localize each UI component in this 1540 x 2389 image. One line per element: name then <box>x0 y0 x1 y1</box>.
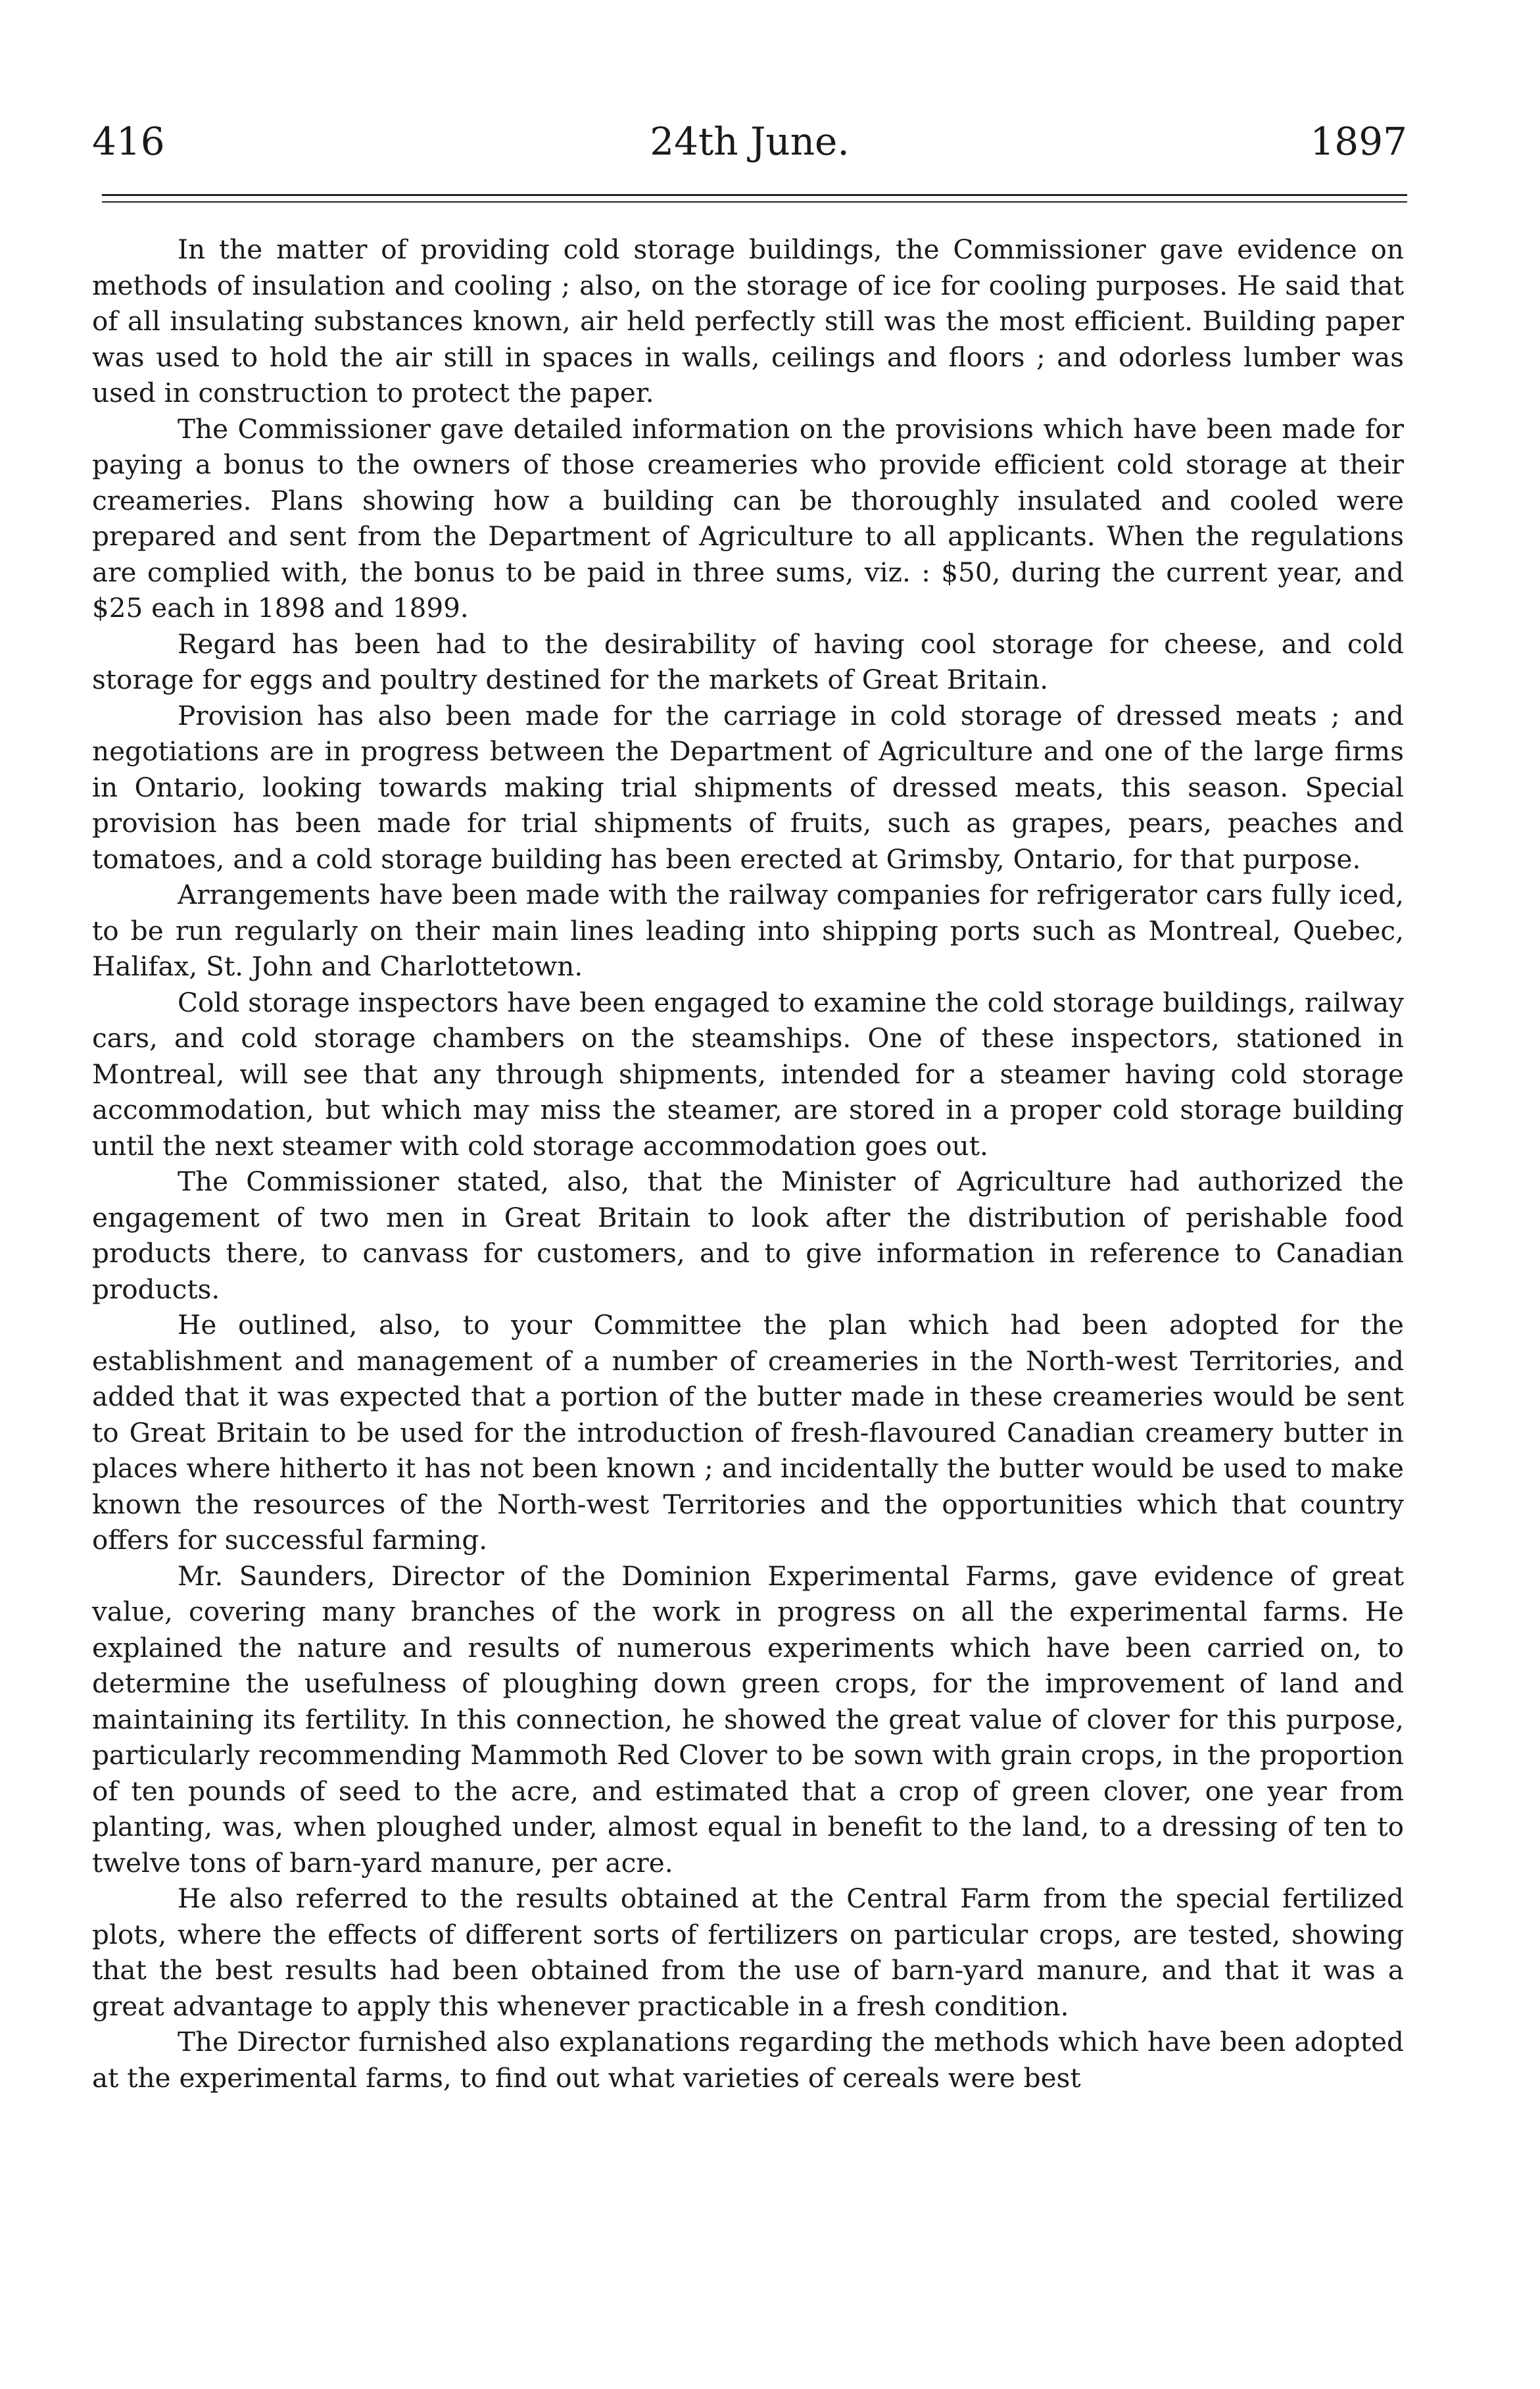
page-year: 1897 <box>1310 119 1407 164</box>
paragraph-refrigerator-cars: Arrangements have been made with the railway companies for refrigerator cars fully iced, to be run regularly on their main lines leading into shipping ports such as Montreal, Quebec, Halifax, St. John and Charlottetown. <box>92 879 1404 982</box>
paragraph-cereal-varieties: The Director furnished also explanations regarding the methods which have been adopted at the experimental farms, to find out what varieties of cereals were best <box>92 2026 1404 2094</box>
paragraph-cheese-eggs-poultry: Regard has been had to the desirability of having cool storage for cheese, and cold storage for eggs and poultry destined for the markets of Great Britain. <box>92 628 1404 695</box>
paragraph-saunders-evidence: Mr. Saunders, Director of the Dominion Experimental Farms, gave evidence of great value, covering many branches of the work in progress on all the experimental farms. He explained the nature and results of numerous experiments which have been carried on, to determine the usefulness of ploughing down green crops, for the improvement of land and maintaining its fertility. In this connection, he showed the great value of clover for this purpose, particularly recommending Mammoth Red Clover to be sown with grain crops, in the proportion of ten pounds of seed to the acre, and estimated that a crop of green clover, one year from planting, was, when ploughed under, almost equal in benefit to the land, to a dressing of ten to twelve tons of barn-yard manure, per acre. <box>92 1560 1404 1879</box>
paragraph-fertilized-plots: He also referred to the results obtained at the Central Farm from the special fertilized plots, where the effects of different sorts of fertilizers on particular crops, are tested, showing that the best results had been obtained from the use of barn-yard manure, and that it was a great advantage to apply this whenever practicable in a fresh condition. <box>92 1883 1404 2022</box>
paragraph-creamery-bonus: The Commissioner gave detailed information on the provisions which have been made for paying a bonus to the owners of those creameries who provide efficient cold storage at their creameries. Plans showing how a building can be thoroughly insulated and cooled were prepared and sent from the Department of Agriculture to all applicants. When the regulations are complied with, the bonus to be paid in three sums, viz. : $50, during the current year, and $25 each in 1898 and 1899. <box>92 412 1404 624</box>
paragraph-dressed-meats-fruits: Provision has also been made for the carriage in cold storage of dressed meats ; and negotiations are in progress between the Department of Agriculture and one of the large firms in Ontario, looking towards making trial shipments of dressed meats, this season. Special provision has been made for trial shipments of fruits, such as grapes, pears, peaches and tomatoes, and a cold storage building has been erected at Grimsby, Ontario, for that purpose. <box>92 699 1404 875</box>
paragraph-storage-inspectors: Cold storage inspectors have been engaged to examine the cold storage buildings, railway cars, and cold storage chambers on the steamships. One of these inspectors, stationed in Montreal, will see that any through shipments, intended for a steamer having cold storage accommodation, but which may miss the steamer, are stored in a proper cold storage building until the next steamer with cold storage accommodation goes out. <box>92 986 1404 1162</box>
paragraph-great-britain-agents: The Commissioner stated, also, that the Minister of Agriculture had authorized the engagement of two men in Great Britain to look after the distribution of perishable food products there, to canvass for customers, and to give information in reference to Canadian products. <box>92 1166 1404 1305</box>
header-rule-top <box>102 194 1407 196</box>
paragraph-cold-storage-buildings: In the matter of providing cold storage buildings, the Commissioner gave evidence on methods of insulation and cooling ; also, on the storage of ice for cooling purposes. He said that of all insulating substances known, air held perfectly still was the most efficient. Building paper was used to hold the air still in spaces in walls, ceilings and floors ; and odorless lumber was used in construction to protect the paper. <box>92 234 1404 408</box>
paragraph-north-west-creameries: He outlined, also, to your Committee the plan which had been adopted for the establishment and management of a number of creameries in the North-west Territories, and added that it was expected that a portion of the butter made in these creameries would be sent to Great Britain to be used for the introduction of fresh-flavoured Canadian creamery butter in places where hitherto it has not been known ; and incidentally the butter would be used to make known the resources of the North-west Territories and the opportunities which that country offers for successful farming. <box>92 1309 1404 1556</box>
header-rule-bottom <box>102 201 1407 203</box>
document-body <box>92 232 1404 2096</box>
page-header <box>92 118 1407 164</box>
page-number: 416 <box>92 119 165 164</box>
page-date: 24th June. <box>650 119 850 164</box>
